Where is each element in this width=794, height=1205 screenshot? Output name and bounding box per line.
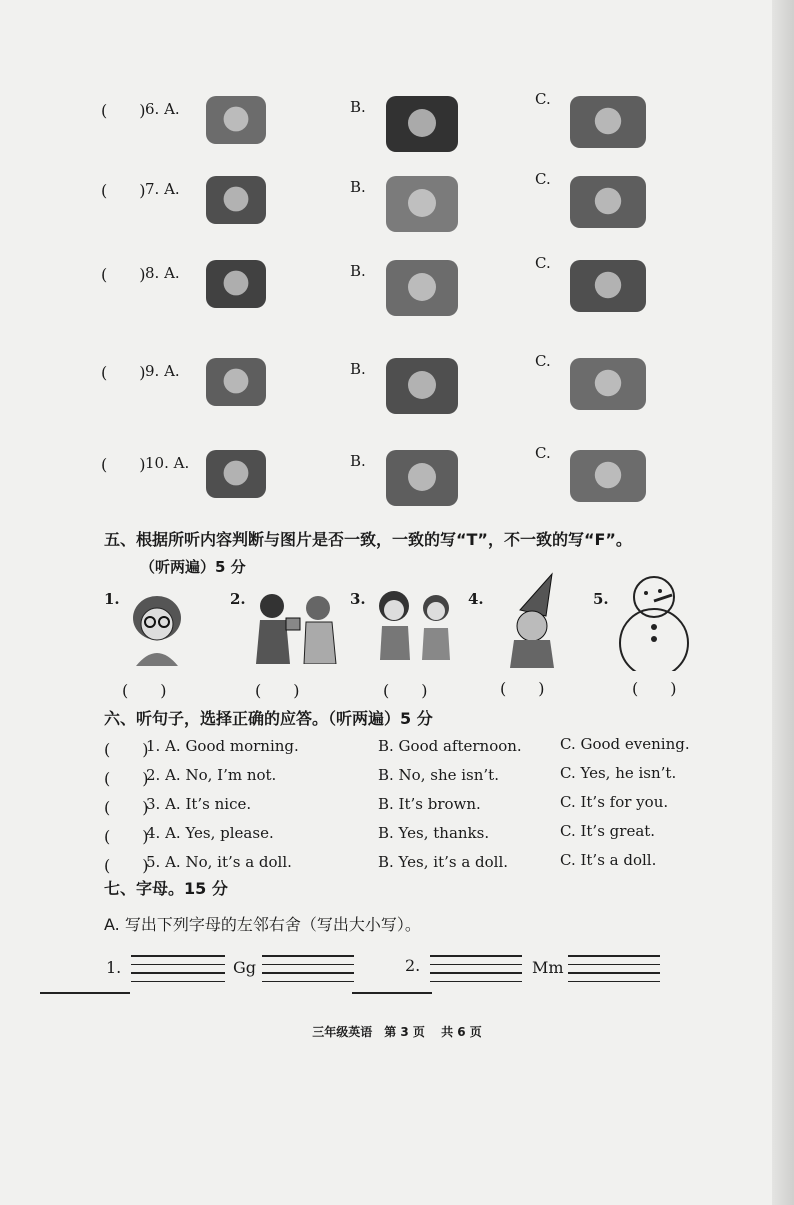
part6-q4-option-b: B. Yes, thanks. bbox=[378, 824, 490, 842]
part5-answer-4[interactable]: ( ) bbox=[500, 679, 545, 698]
part4-option-a-label-9: 9. A. bbox=[145, 362, 180, 380]
part6-q1-option-a: 1. A. Good morning. bbox=[146, 737, 299, 755]
part6-q4-option-a: 4. A. Yes, please. bbox=[146, 824, 274, 842]
part5-item-2: 2. bbox=[230, 590, 246, 608]
part6-title: 六、听句子，选择正确的应答。（听两遍）5 分 bbox=[104, 709, 433, 728]
part6-q1-option-c: C. Good evening. bbox=[560, 735, 690, 753]
two-people-gift-picture bbox=[250, 588, 342, 664]
part6-q2-answer[interactable]: ( ) bbox=[104, 769, 149, 788]
part7-q2-letter: Mm bbox=[532, 958, 564, 977]
part6-q1-answer[interactable]: ( ) bbox=[104, 740, 149, 759]
part4-picture-6-c bbox=[566, 88, 650, 154]
q1-left-writing-lines[interactable] bbox=[131, 955, 225, 989]
part6-q2-option-b: B. No, she isn’t. bbox=[378, 766, 499, 784]
part6-q2-option-a: 2. A. No, I’m not. bbox=[146, 766, 277, 784]
part5-item-5: 5. bbox=[593, 590, 609, 608]
part4-answer-7[interactable]: ( ) bbox=[101, 181, 146, 200]
part4-answer-6[interactable]: ( ) bbox=[101, 101, 146, 120]
part4-answer-10[interactable]: ( ) bbox=[101, 455, 146, 474]
part4-picture-9-c bbox=[566, 350, 650, 416]
part4-picture-8-b bbox=[382, 252, 462, 322]
part4-picture-6-a bbox=[202, 88, 270, 150]
page-footer: 三年级英语 第 3 页 共 6 页 bbox=[312, 1025, 482, 1039]
part4-option-a-label-8: 8. A. bbox=[145, 264, 180, 282]
part7-title: 七、字母。15 分 bbox=[104, 879, 228, 898]
part4-picture-8-c bbox=[566, 252, 650, 318]
part4-picture-6-b bbox=[382, 88, 462, 158]
bottom-rule-left bbox=[40, 992, 130, 994]
part5-answer-2[interactable]: ( ) bbox=[255, 681, 300, 700]
q2-left-writing-lines[interactable] bbox=[430, 955, 522, 989]
part6-q2-option-c: C. Yes, he isn’t. bbox=[560, 764, 677, 782]
q2-right-writing-lines[interactable] bbox=[568, 955, 660, 989]
part6-q5-answer[interactable]: ( ) bbox=[104, 856, 149, 875]
part6-q5-option-c: C. It’s a doll. bbox=[560, 851, 657, 869]
part5-item-4: 4. bbox=[468, 590, 484, 608]
part4-picture-10-a bbox=[202, 442, 270, 504]
part5-item-3: 3. bbox=[350, 590, 366, 608]
part4-picture-9-a bbox=[202, 350, 270, 412]
part4-option-c-label-9: C. bbox=[535, 352, 551, 370]
part7-sub-a: A. 写出下列字母的左邻右舍（写出大小写）。 bbox=[104, 915, 421, 934]
part4-answer-9[interactable]: ( ) bbox=[101, 363, 146, 382]
part4-picture-7-b bbox=[382, 168, 462, 238]
part4-option-b-label-7: B. bbox=[350, 178, 366, 196]
part5-answer-3[interactable]: ( ) bbox=[383, 681, 428, 700]
part4-option-c-label-7: C. bbox=[535, 170, 551, 188]
part4-option-b-label-6: B. bbox=[350, 98, 366, 116]
part7-q1-number: 1. bbox=[106, 958, 122, 977]
q1-right-writing-lines[interactable] bbox=[262, 955, 354, 989]
girl-glasses-picture bbox=[122, 588, 192, 666]
part4-option-a-label-7: 7. A. bbox=[145, 180, 180, 198]
part4-picture-7-c bbox=[566, 168, 650, 234]
bottom-rule-mid bbox=[352, 992, 432, 994]
part6-q3-option-c: C. It’s for you. bbox=[560, 793, 669, 811]
part4-picture-10-b bbox=[382, 442, 462, 512]
part4-picture-7-a bbox=[202, 168, 270, 230]
part5-answer-5[interactable]: ( ) bbox=[632, 679, 677, 698]
part6-q3-answer[interactable]: ( ) bbox=[104, 798, 149, 817]
part6-q4-answer[interactable]: ( ) bbox=[104, 827, 149, 846]
part4-option-b-label-8: B. bbox=[350, 262, 366, 280]
part5-title: 五、根据所听内容判断与图片是否一致，一致的写“T”，不一致的写“F”。 bbox=[104, 530, 632, 549]
part4-option-b-label-9: B. bbox=[350, 360, 366, 378]
part6-q4-option-c: C. It’s great. bbox=[560, 822, 656, 840]
part4-option-c-label-8: C. bbox=[535, 254, 551, 272]
snowman-picture bbox=[612, 575, 694, 671]
part4-option-a-label-10: 10. A. bbox=[145, 454, 190, 472]
part4-option-a-label-6: 6. A. bbox=[145, 100, 180, 118]
part4-picture-9-b bbox=[382, 350, 462, 420]
part7-q1-letter: Gg bbox=[233, 958, 257, 977]
part7-q2-number: 2. bbox=[405, 956, 421, 975]
part5-item-1: 1. bbox=[104, 590, 120, 608]
part6-q5-option-b: B. Yes, it’s a doll. bbox=[378, 853, 509, 871]
part6-q1-option-b: B. Good afternoon. bbox=[378, 737, 522, 755]
part4-option-c-label-10: C. bbox=[535, 444, 551, 462]
boy-girl-picture bbox=[372, 586, 458, 660]
party-hat-child-picture bbox=[500, 570, 564, 668]
part4-option-c-label-6: C. bbox=[535, 90, 551, 108]
part6-q5-option-a: 5. A. No, it’s a doll. bbox=[146, 853, 292, 871]
part4-picture-10-c bbox=[566, 442, 650, 508]
part5-subtitle: （听两遍）5 分 bbox=[140, 558, 246, 576]
part6-q3-option-b: B. It’s brown. bbox=[378, 795, 481, 813]
part4-picture-8-a bbox=[202, 252, 270, 314]
part4-option-b-label-10: B. bbox=[350, 452, 366, 470]
part5-answer-1[interactable]: ( ) bbox=[122, 681, 167, 700]
part6-q3-option-a: 3. A. It’s nice. bbox=[146, 795, 252, 813]
part4-answer-8[interactable]: ( ) bbox=[101, 265, 146, 284]
